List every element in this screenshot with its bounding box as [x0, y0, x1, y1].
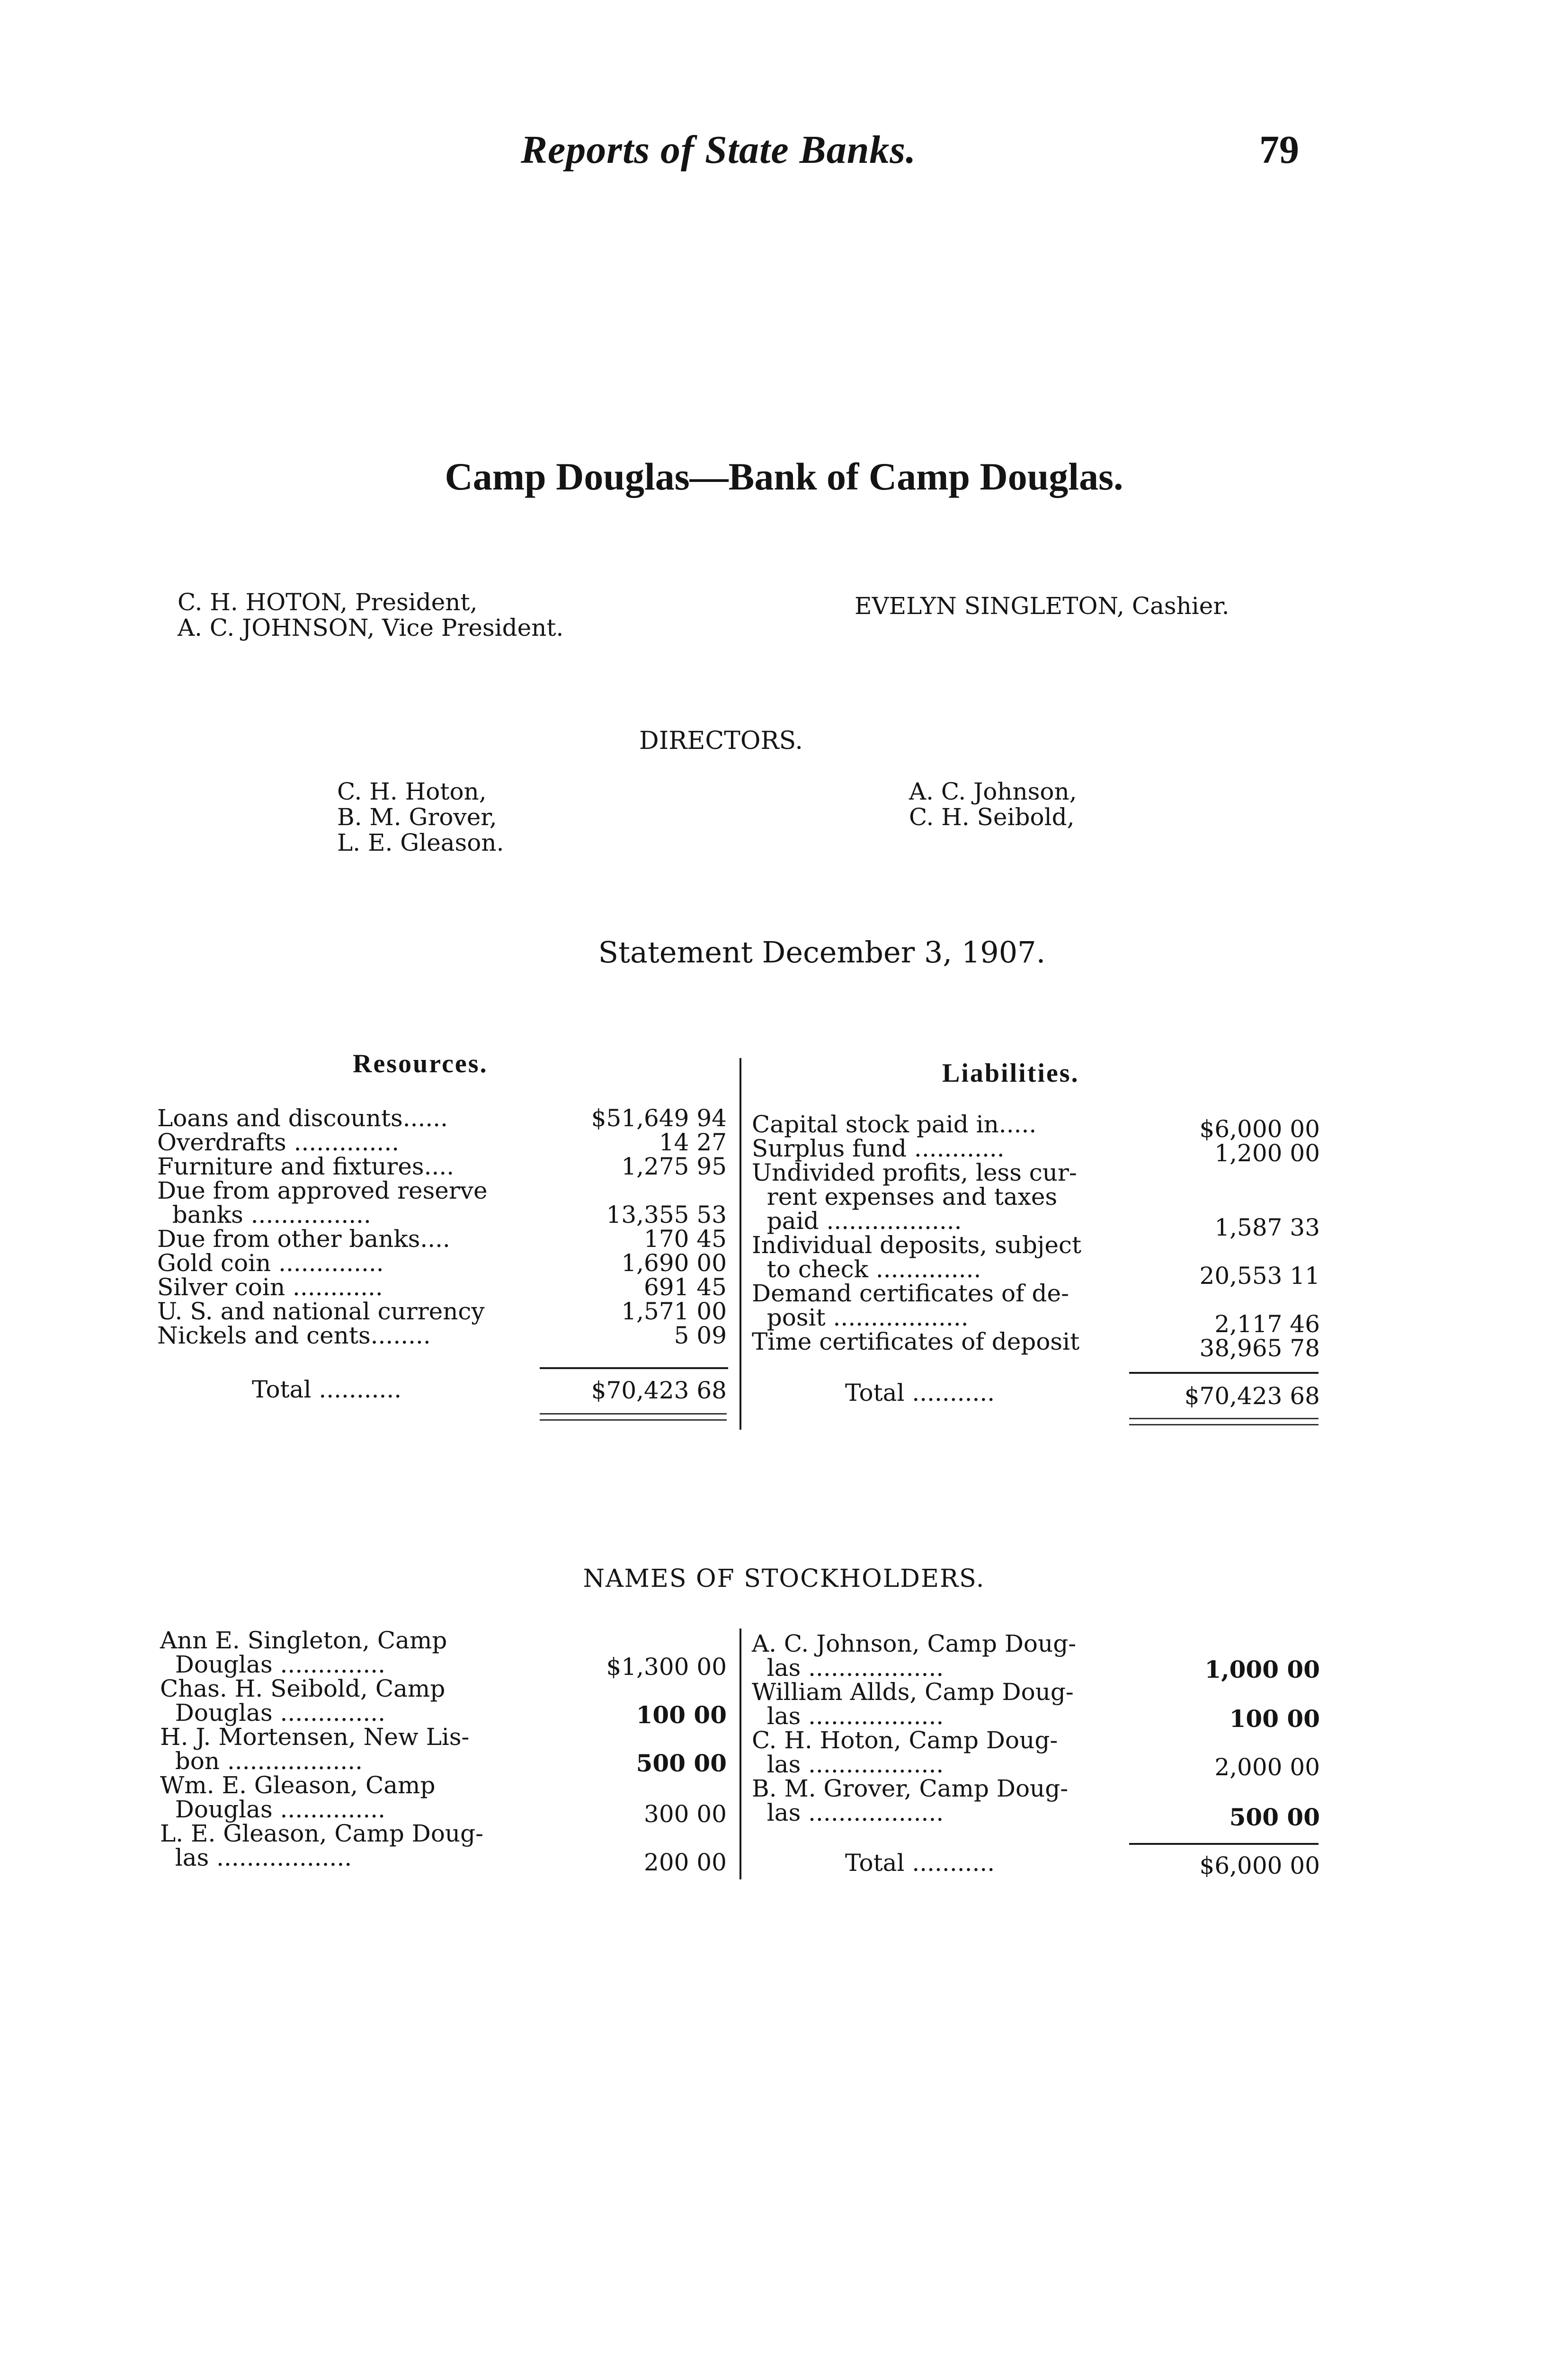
- stockholder-amount: $1,300 00: [606, 1653, 727, 1681]
- stockholder-amount: 500 00: [1229, 1803, 1320, 1831]
- officers-right: [855, 593, 1229, 619]
- stockholders-total-amount: $6,000 00: [1199, 1852, 1320, 1879]
- resource-label: Due from other banks....: [157, 1225, 450, 1253]
- liability-label: Surplus fund ............: [752, 1135, 1005, 1162]
- stockholder-name-cont: las ..................: [752, 1702, 944, 1730]
- stockholder-name: B. M. Grover, Camp Doug-: [752, 1775, 1069, 1802]
- resource-amount: 5 09: [674, 1322, 727, 1349]
- liabilities-total-rule: [1129, 1372, 1319, 1374]
- director-name: C. H. Seibold,: [909, 803, 1075, 831]
- resource-amount: 1,571 00: [621, 1298, 727, 1325]
- stockholder-name-cont: Douglas ..............: [160, 1796, 386, 1823]
- liability-label: Capital stock paid in.....: [752, 1111, 1037, 1138]
- liability-amount: $6,000 00: [1199, 1115, 1320, 1143]
- stockholder-amount: 1,000 00: [1204, 1655, 1320, 1683]
- resource-label: Furniture and fixtures....: [157, 1153, 454, 1180]
- resource-label: Overdrafts ..............: [157, 1129, 400, 1156]
- resources-total-amount: $70,423 68: [591, 1377, 727, 1404]
- resource-label: Gold coin ..............: [157, 1249, 384, 1277]
- liability-label: Demand certificates of de-: [752, 1280, 1069, 1307]
- resources-total-rule: [540, 1367, 728, 1369]
- stockholder-name: H. J. Mortensen, New Lis-: [160, 1723, 470, 1751]
- stockholders-total-label: Total ...........: [845, 1849, 995, 1877]
- stockholder-name-cont: bon ..................: [160, 1747, 363, 1775]
- resource-label: Loans and discounts......: [157, 1104, 448, 1132]
- liability-label: Individual deposits, subject: [752, 1231, 1082, 1259]
- liability-label: Undivided profits, less cur-: [752, 1159, 1077, 1186]
- liability-amount: 20,553 11: [1199, 1262, 1320, 1290]
- cashier-line: EVELYN SINGLETON, Cashier.: [855, 592, 1229, 620]
- bank-title: Camp Douglas—Bank of Camp Douglas.: [445, 455, 1123, 498]
- directors-right-column: [909, 779, 1077, 830]
- stockholder-name: Ann E. Singleton, Camp: [160, 1627, 447, 1654]
- liabilities-total-amount: $70,423 68: [1184, 1382, 1320, 1410]
- liability-label: posit ..................: [752, 1304, 969, 1331]
- stockholder-name-cont: Douglas ..............: [160, 1699, 386, 1726]
- resources-double-rule: [540, 1413, 727, 1421]
- stockholders-total-rule: [1129, 1843, 1319, 1845]
- stockholder-amount: 500 00: [636, 1749, 727, 1777]
- liabilities-heading: Liabilities.: [942, 1059, 1079, 1088]
- resource-label: banks ................: [157, 1201, 371, 1228]
- resource-label: Silver coin ............: [157, 1273, 383, 1301]
- liability-label: paid ..................: [752, 1207, 962, 1235]
- stockholders-divider: [739, 1628, 741, 1879]
- resource-amount: 13,355 53: [606, 1201, 727, 1228]
- director-name: B. M. Grover,: [337, 803, 497, 831]
- resource-amount: 1,275 95: [621, 1153, 727, 1180]
- resource-label: U. S. and national currency: [157, 1298, 485, 1325]
- liability-label: Time certificates of deposit: [752, 1328, 1080, 1355]
- officers-left: [178, 589, 563, 641]
- stockholder-amount: 300 00: [644, 1800, 727, 1828]
- directors-heading: DIRECTORS.: [639, 727, 803, 755]
- stockholder-name: C. H. Hoton, Camp Doug-: [752, 1726, 1058, 1754]
- stockholder-name: William Allds, Camp Doug-: [752, 1678, 1074, 1706]
- running-title: Reports of State Banks.: [521, 128, 917, 172]
- director-name: A. C. Johnson,: [909, 778, 1077, 805]
- stockholder-name: L. E. Gleason, Camp Doug-: [160, 1820, 484, 1847]
- president-line: C. H. HOTON, President,: [178, 588, 478, 616]
- liability-label: rent expenses and taxes: [752, 1183, 1058, 1210]
- stockholder-name: Wm. E. Gleason, Camp: [160, 1771, 436, 1799]
- resource-amount: 1,690 00: [621, 1249, 727, 1277]
- stockholders-heading: NAMES OF STOCKHOLDERS.: [583, 1565, 985, 1593]
- resource-amount: $51,649 94: [591, 1104, 727, 1132]
- stockholder-name: Chas. H. Seibold, Camp: [160, 1675, 445, 1702]
- directors-left-column: [337, 779, 504, 855]
- stockholder-amount: 100 00: [1229, 1705, 1320, 1733]
- resource-label: Nickels and cents........: [157, 1322, 431, 1349]
- liability-amount: 2,117 46: [1214, 1310, 1320, 1338]
- stockholder-name: A. C. Johnson, Camp Doug-: [752, 1630, 1077, 1657]
- stockholder-name-cont: las ..................: [160, 1844, 352, 1871]
- column-divider: [739, 1058, 741, 1430]
- liability-label: to check ..............: [752, 1255, 981, 1283]
- liability-amount: 38,965 78: [1199, 1335, 1320, 1362]
- page-number: 79: [1259, 128, 1299, 172]
- liabilities-total-label: Total ...........: [845, 1379, 995, 1406]
- stockholder-name-cont: las ..................: [752, 1654, 944, 1682]
- stockholder-name-cont: las ..................: [752, 1799, 944, 1826]
- stockholder-name-cont: las ..................: [752, 1751, 944, 1778]
- resources-heading: Resources.: [353, 1049, 488, 1078]
- stockholder-amount: 100 00: [636, 1701, 727, 1729]
- stockholder-amount: 2,000 00: [1214, 1753, 1320, 1781]
- director-name: C. H. Hoton,: [337, 778, 487, 805]
- resources-total-label: Total ...........: [252, 1376, 402, 1403]
- resource-amount: 14 27: [659, 1129, 727, 1156]
- stockholder-amount: 200 00: [644, 1849, 727, 1876]
- liabilities-double-rule: [1129, 1418, 1319, 1425]
- liability-amount: 1,200 00: [1214, 1139, 1320, 1167]
- statement-date: Statement December 3, 1907.: [598, 935, 1046, 970]
- resource-amount: 691 45: [644, 1273, 727, 1301]
- liability-amount: 1,587 33: [1214, 1214, 1320, 1241]
- resource-amount: 170 45: [644, 1225, 727, 1253]
- resource-label: Due from approved reserve: [157, 1177, 488, 1204]
- vice-president-line: A. C. JOHNSON, Vice President.: [178, 614, 564, 641]
- stockholder-name-cont: Douglas ..............: [160, 1651, 386, 1678]
- director-name: L. E. Gleason.: [337, 829, 504, 856]
